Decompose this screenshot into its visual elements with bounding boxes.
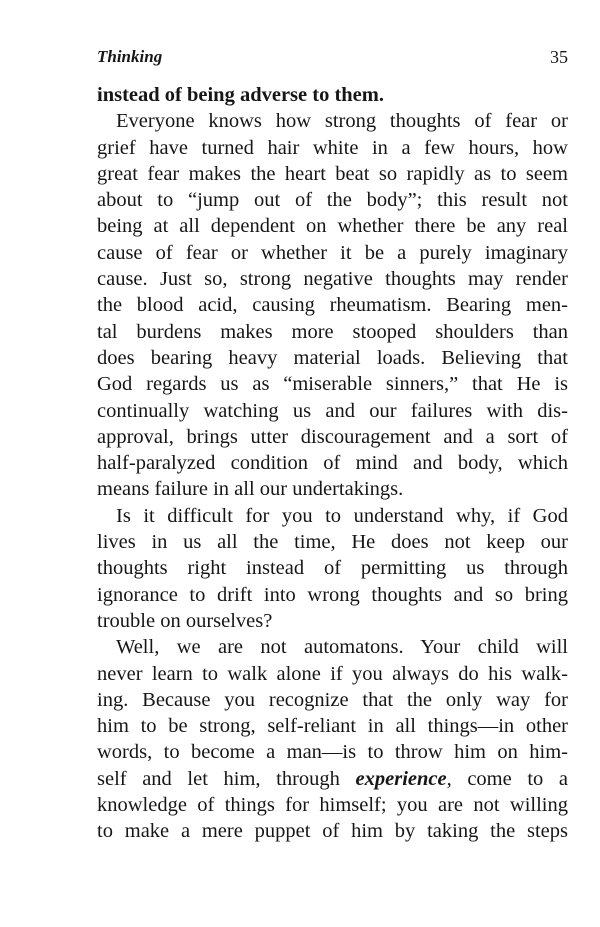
text-line: lives in us all the time, He does not keep our (97, 531, 568, 554)
text-line: grief have turned hair white in a few hours, how (97, 136, 568, 159)
running-header (97, 47, 568, 71)
paragraph (97, 503, 568, 634)
paragraph (97, 634, 568, 844)
text-line: Is it difficult for you to understand why, if God (116, 504, 568, 527)
text-line: knowledge of things for himself; you are not willing (97, 794, 568, 817)
text-line: does bearing heavy material loads. Believing that (97, 346, 568, 369)
text-line: God regards us as “miserable sinners,” that He is (97, 373, 568, 396)
text-line: tal burdens makes more stooped shoulders than (97, 320, 568, 343)
text-line: words, to become a man—is to throw him on him- (97, 741, 568, 764)
text-line: ignorance to drift into wrong thoughts and so bring (97, 583, 568, 606)
text-line: to make a mere puppet of him by taking the steps (97, 820, 568, 843)
text-line: Well, we are not automatons. Your child will (116, 636, 568, 659)
text-line: trouble on ourselves? (97, 609, 273, 632)
text-line: instead of being adverse to them. (97, 84, 384, 106)
text-line (97, 766, 568, 792)
text-line: ing. Because you recognize that the only way for (97, 688, 568, 711)
text-line: cause. Just so, strong negative thoughts may render (97, 268, 568, 291)
running-title: Thinking (97, 47, 163, 66)
paragraph (97, 82, 568, 108)
text-line: the blood acid, causing rheumatism. Bearing men- (97, 294, 568, 317)
text-segment: , come to a (446, 767, 568, 790)
text-line: approval, brings utter discouragement and a sort of (97, 425, 568, 448)
text-line: him to be strong, self-reliant in all things—in other (97, 715, 568, 738)
emphasis-text: experience (355, 767, 447, 790)
paragraph (97, 108, 568, 502)
text-line: being at all dependent on whether there be any real (97, 215, 568, 238)
text-line: never learn to walk alone if you always do his walk- (97, 662, 568, 685)
text-line: continually watching us and our failures with dis- (97, 399, 568, 422)
text-line: means failure in all our undertakings. (97, 478, 404, 501)
text-line: cause of fear or whether it be a purely imaginary (97, 241, 568, 264)
text-line: about to “jump out of the body”; this result not (97, 189, 568, 212)
text-line: Everyone knows how strong thoughts of fear or (116, 110, 568, 133)
body-text (97, 82, 568, 845)
text-line: great fear makes the heart beat so rapidly as to seem (97, 162, 568, 185)
page-number: 35 (550, 47, 568, 67)
text-line: half-paralyzed condition of mind and body, which (97, 452, 568, 475)
text-line: thoughts right instead of permitting us through (97, 557, 568, 580)
text-segment: self and let him, through (97, 767, 356, 790)
